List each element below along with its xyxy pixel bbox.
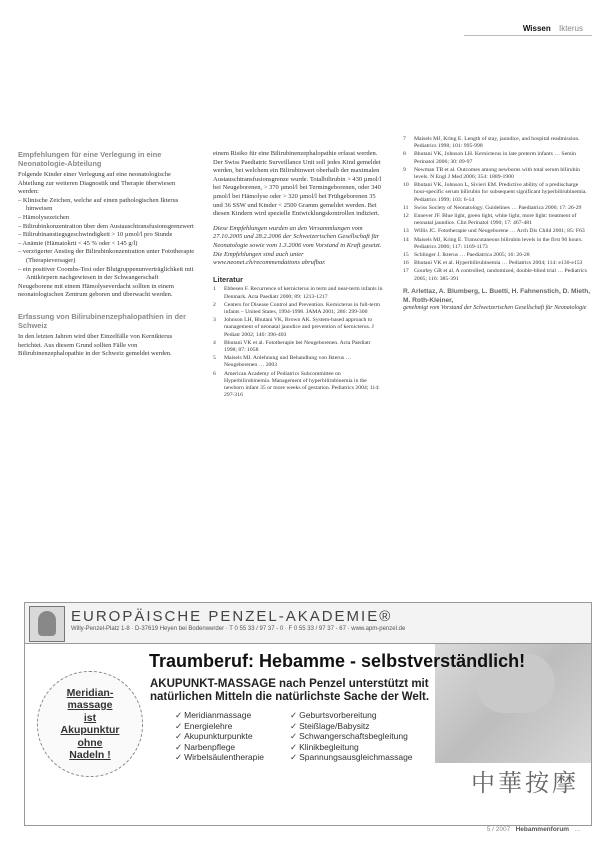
ad-banner	[25, 603, 591, 644]
ad-headline: Traumberuf: Hebamme - selbstverständlich!	[149, 651, 526, 671]
academy-contact: Willy-Penzel-Platz 1-8 · D-37619 Heyen bei Bodenwerder · T 0 55 33 / 97 37 - 0 · F 0 55 33 / 97 37 - 67 · www.apm-penzel.de	[71, 626, 406, 632]
reference-item: 7 Maisels MJ, Kring E. Length of stay, jaundice, and hospital readmission. Pediatrics 1998; 101: 995-998	[403, 136, 580, 150]
advertisement[interactable]	[24, 602, 592, 826]
reference-item: 5 Maisels MJ. Anlehnung und Behandlung von Ikterus … Neugeborenen … 2003	[213, 355, 352, 369]
heading-surveillance: Erfassung von Bilirubinenzephalopathien in der Schweiz	[18, 311, 186, 330]
list-item: – ein positiver Coombs-Test oder Blutgruppenunverträglichkeit mit Antikörpern nachgewiesen in der Schwangerschaft	[18, 265, 194, 282]
recommendation-note: Diese Empfehlungen wurden an den Versammlungen vom 27.10.2005 und 28.2.2006 der Schweizerischen Gesellschaft für Neonatologie sowie vom 1.3.2006 vom Vorstand in Kraft gesetzt. Die Empfehlungen sind auch unter www.neonet.ch/recommendations abrufbar.	[213, 224, 382, 267]
feature-item: ✓ Narbenpflege	[175, 742, 290, 753]
feature-item: ✓ Spannungsausgleichmassage	[290, 752, 475, 763]
ad-slogan-circle	[37, 671, 143, 777]
reference-list	[213, 286, 383, 399]
topic-label: Ikterus	[558, 24, 583, 33]
list-item: – verzögerter Anstieg der Bilirubinkonzentration unter Fototherapie (Therapieversager)	[18, 248, 195, 264]
list-item: – Anämie (Hämatokrit < 45 % oder < 145 g/l)	[18, 239, 138, 247]
column-1	[18, 150, 196, 359]
running-header	[523, 24, 583, 33]
reference-item: 13 Willis JC. Fototherapie und Neugeborene … Arch Dis Child 2001; 85: F63	[403, 228, 585, 235]
list-item: – Hämolysezeichen	[18, 213, 70, 221]
page-number: …	[574, 826, 581, 833]
feature-item: ✓ Steißlage/Babysitz	[290, 721, 475, 732]
referral-intro: Folgende Kinder einer Verlegung auf eine neonatologische Abteilung zur weiteren Diagnostik und Therapie überwiesen werden:	[18, 171, 176, 196]
reference-item: 6 American Academy of Pediatrics Subcommittee on Hyperbilirubinemia. Management of hyperbilirubinemia in the newborn infant 35 or more weeks of gestation. Pediatrics 2004; 114: 297-316	[213, 370, 380, 399]
column-3	[403, 136, 591, 312]
reference-list	[403, 136, 591, 283]
referral-outro: Neugeborene mit einem Hämolyseverdacht sollten in einem neonatologischen Zentrum geboren und überwacht werden.	[18, 282, 174, 299]
section-label: Wissen	[522, 24, 551, 33]
chinese-calligraphy: 中華按摩	[471, 769, 579, 797]
list-item: – Bilirubinanstiegsgeschwindigkeit > 10 µmol/l pro Stunde	[18, 231, 173, 239]
feature-item: ✓ Energielehre	[175, 721, 290, 732]
reference-item: 14 Maisels MJ, Kring E. Transcutaneous bilirubin levels in the first 96 hours. Pediatrics 2006; 117: 1169-1173	[403, 236, 583, 250]
reference-item: 17 Gourley GR et al. A controlled, randomized, double-blind trial … Pediatrics 2005; 116: 385-391	[403, 268, 587, 282]
author-affiliation: genehmigt vom Vorstand der Schweizerischen Gesellschaft für Neonatologie	[403, 304, 587, 311]
reference-item: 3 Johnson LH, Bhutani VK, Brown AK. System-based approach to management of neonatal jaundice and prevention of kernicterus. J Pediatr 2002; 140: 396-403	[213, 317, 374, 338]
reference-item: 1 Ebbesen F. Recurrence of kernicterus in term and near-term infants in Denmark. Acta Paediatr 2000; 89: 1213-1217	[213, 286, 383, 300]
heading-referral: Empfehlungen für eine Verlegung in eine Neonatologie-Abteilung	[18, 150, 162, 168]
issue-number: 5 / 2007	[486, 826, 511, 833]
reference-item: 10 Bhutani VK, Johnson L, Sivieri EM. Predictive ability of a predischarge hour-specific serum bilirubin for subsequent significant hyperbilirubinemia. Pediatrics 1999; 103: 6-14	[403, 182, 587, 203]
page-footer	[487, 826, 581, 833]
column-2	[213, 150, 383, 400]
reference-item: 8 Bhutani VK, Johnson LH. Kernicterus in late preterm infants … Semin Perinatol 2006; 30: 89-97	[403, 151, 576, 165]
feature-item: ✓ Wirbelsäulentherapie	[175, 752, 290, 763]
academy-logo	[29, 606, 65, 642]
reference-item: 9 Newman TB et al. Outcomes among newborns with total serum bilirubin levels. N Engl J Med 2006; 354: 1889-1900	[403, 166, 580, 181]
reference-item: 16 Bhutani VK et al. Hyperbilirubinemia … Pediatrics 2004; 114: e130-e153	[403, 260, 583, 267]
feature-item: ✓ Geburtsvorbereitung	[290, 710, 475, 721]
authors: R. Arlettaz, A. Blumberg, L. Buetti, H. Fahnenstich, D. Mieth, M. Roth-Kleiner,	[403, 287, 591, 304]
ad-subline: AKUPUNKT-MASSAGE nach Penzel unterstützt mit natürlichen Mitteln die natürlichste Sache der Welt.	[150, 678, 430, 703]
feature-item: ✓ Schwangerschaftsbegleitung	[290, 731, 475, 742]
feature-item: ✓ Meridianmassage	[175, 710, 290, 721]
feature-item: ✓ Akupunkturpunkte	[175, 731, 290, 742]
list-item: – Klinische Zeichen, welche auf einen pathologischen Ikterus hinweisen	[18, 196, 179, 213]
slogan-line: ohne	[77, 736, 103, 749]
literature-heading: Literatur	[213, 274, 243, 284]
referral-criteria-list	[18, 197, 196, 283]
slogan-line: ist	[83, 711, 97, 724]
reference-item: 12 Ennever JF. Blue light, green light, white light, more light: treatment of neonatal jaundice. Clin Perinatol 1990; 17: 467-481	[403, 213, 577, 227]
body-paragraph: einem Risiko für eine Bilirubinenzephalopathie erfasst werden. Der Swiss Paediatric Surveillance Unit soll jedes Kind gemeldet werden, bei welchem ein Bilirubinwert oberhalb der maximalen Austauschtransfusionsgrenze wurde. Totalbilirubin > 430 µmol/l bei Neugeborenen, > 370 µmol/l bei Termingeborenen, oder 340 µmol/l bei Hämolyse oder > 320 µmol/l bei Frühgeborenen 35 und 36 SSW und Kinder < 2500 Gramm gemeldet werden. Bei diesen Kindern wird spezielle Entwicklungskontrollen indiziert.	[213, 150, 382, 218]
feature-item: ✓ Klinikbegleitung	[290, 742, 475, 753]
slogan-line: massage	[67, 699, 113, 711]
slogan-line: Nadeln !	[69, 749, 111, 761]
slogan-line: Meridian-	[66, 686, 114, 699]
journal-name: Hebammenforum	[515, 826, 570, 833]
list-item: – Bilirubinkonzentration über dem Austauschtransfusionsgrenzwert	[18, 222, 194, 230]
ad-feature-list	[175, 710, 475, 763]
surveillance-text: In den letzten Jahren wird über Einzelfälle von Kernikterus berichtet. Aus diesem Grund sollten Fälle von Bilirubinenzephalopathie in der Schweiz gemeldet werden.	[18, 332, 173, 358]
academy-name: EUROPÄISCHE PENZEL-AKADEMIE®	[71, 608, 393, 625]
reference-item: 11 Swiss Society of Neonatology. Guidelines … Paediatrica 2006; 17: 26-29	[403, 204, 582, 211]
slogan-line: Akupunktur	[60, 724, 120, 736]
reference-item: 15 Schlinger J. Ikterus … Paediatrica 2005; 16: 26-28	[403, 252, 530, 259]
header-rule	[464, 35, 592, 36]
reference-item: 4 Bhutani VK et al. Fototherapie bei Neugeborenen. Acta Paediatr 1998; 87: 1058	[213, 339, 371, 353]
reference-item: 2 Centers for Disease Control and Prevention. Kernicterus in full-term infants – United States, 1994-1998. JAMA 2001; 286: 299-300	[213, 301, 380, 315]
